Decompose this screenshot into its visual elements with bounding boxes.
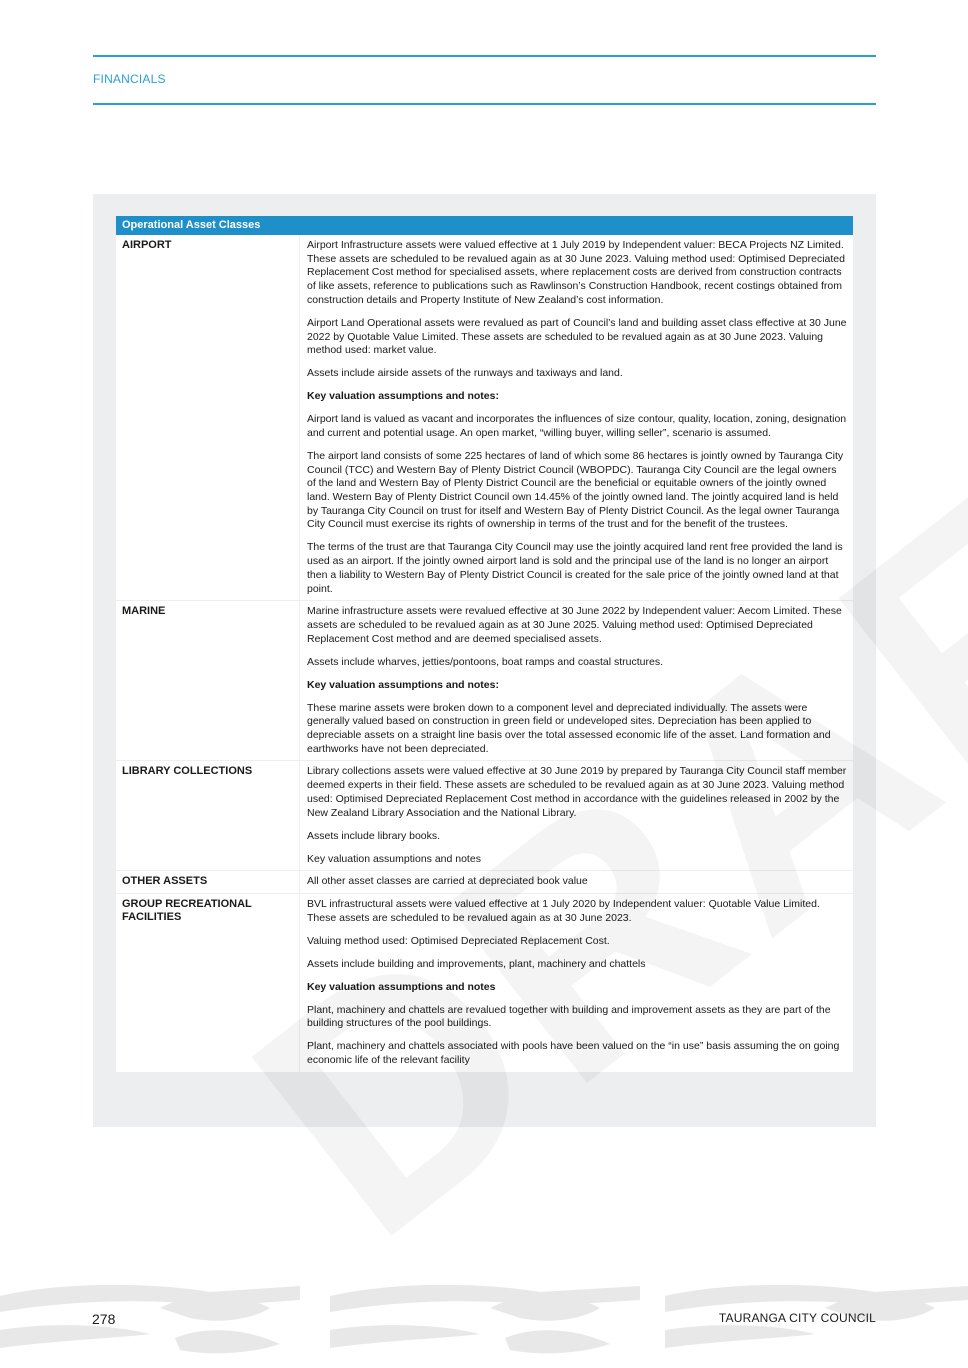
asset-class-description — [300, 601, 853, 760]
asset-class-name: OTHER ASSETS — [116, 871, 300, 893]
paragraph: The terms of the trust are that Tauranga City Council may use the jointly acquired land rent free provided the land is used as an airport. If the jointly owned airport land is sold and the principal use of the land is no longer an airport then a liability to Western Bay of Plenty District Council is created for the sale price of the jointly owned land at that point. — [307, 541, 843, 595]
paragraph: BVL infrastructural assets were valued effective at 1 July 2020 by Independent valuer: Quotable Value Limited. These assets are scheduled to be revalued again as at 30 June 2023. — [307, 897, 820, 924]
subheading: Key valuation assumptions and notes — [307, 980, 496, 993]
asset-class-description — [300, 235, 853, 600]
section-header: FINANCIALS — [93, 72, 166, 86]
table-row — [116, 235, 853, 601]
asset-class-name: MARINE — [116, 601, 300, 760]
paragraph: Assets include wharves, jetties/pontoons, boat ramps and coastal structures. — [307, 655, 664, 668]
paragraph: Key valuation assumptions and notes — [307, 852, 481, 865]
paragraph: Assets include building and improvements, plant, machinery and chattels — [307, 957, 646, 970]
paragraph: Plant, machinery and chattels associated with pools have been valued on the “in use” basis assuming the on going economic life of the relevant facility — [307, 1040, 840, 1067]
table-row — [116, 871, 853, 894]
paragraph: Marine infrastructure assets were revalued effective at 30 June 2022 by Independent valuer: Aecom Limited. These assets are scheduled to be revalued again as at 30 June 2025. Valuing method used: Optimised Depreciated Replacement Cost method and are deemed specialised assets. — [307, 605, 842, 645]
paragraph: All other asset classes are carried at depreciated book value — [307, 875, 588, 888]
asset-class-description — [300, 871, 853, 893]
table-row — [116, 894, 853, 1072]
paragraph: Airport Land Operational assets were revalued as part of Council’s land and building asset class effective at 30 June 2022 by Quotable Value Limited. These assets are scheduled to be revalued again as at 30 June 2023. Valuing method used: market value. — [307, 316, 847, 357]
table-row — [116, 761, 853, 871]
paragraph: The airport land consists of some 225 hectares of land of which some 86 hectares is jointly owned by Tauranga City Council (TCC) and Western Bay of Plenty District Council (WBOPDC). Tauranga City Council are the legal owners of the land and Western Bay of Plenty District Council are the beneficial or equitable owners of the jointly owned land. Western Bay of Plenty District Council own 14.45% of the jointly owned land. The jointly acquired land is held by Tauranga City Council on trust for itself and Western Bay of Plenty District Council. As the legal owner Tauranga City Council must exercise its rights of ownership in terms of the trust and for the benefit of the trustees. — [307, 449, 844, 531]
asset-class-name: LIBRARY COLLECTIONS — [116, 761, 300, 870]
organisation-name: TAURANGA CITY COUNCIL — [718, 1311, 876, 1325]
table-row — [116, 601, 853, 761]
table-title: Operational Asset Classes — [116, 216, 853, 235]
subheading: Key valuation assumptions and notes: — [307, 390, 499, 403]
paragraph: Airport land is valued as vacant and incorporates the influences of size contour, quality, location, zoning, designation and current and potential usage. An open market, “willing buyer, willing seller”, scenario is assumed. — [307, 413, 847, 439]
paragraph: Valuing method used: Optimised Depreciated Replacement Cost. — [307, 934, 610, 947]
page-number: 278 — [92, 1311, 116, 1327]
paragraph: Plant, machinery and chattels are revalued together with building and improvement assets as they are part of the building structures of the pool buildings. — [307, 1003, 831, 1030]
subheading: Key valuation assumptions and notes: — [307, 678, 499, 691]
paragraph: Assets include library books. — [307, 829, 441, 842]
paragraph: These marine assets were broken down to a component level and depreciated individually. The assets were generally valued based on construction in green field or undeveloped sites. Depreciation has been applied to depreciable assets on a straight line basis over the total assessed economic life of the asset. Land formation and earthworks have not been depreciated. — [307, 701, 831, 755]
paragraph: Airport Infrastructure assets were valued effective at 1 July 2019 by Independent valuer: BECA Projects NZ Limited. These assets are scheduled to be revalued again as at 30 June 2023. Valuing method used: Optimised Depreciated Replacement Cost method for specialised assets, where replacement costs are derived from construction contracts of like assets, reference to publications such as Rawlinson’s Construction Handbook, recent costings obtained from construction details and Property Institute of New Zealand’s cost information. — [307, 239, 845, 306]
asset-class-description — [300, 761, 853, 870]
asset-class-description — [300, 894, 853, 1072]
content-panel — [93, 194, 876, 1127]
asset-class-name: AIRPORT — [116, 235, 300, 600]
header-top-rule — [93, 55, 876, 57]
paragraph: Library collections assets were valued effective at 30 June 2019 by prepared by Tauranga City Council staff member deemed experts in their field. These assets are scheduled to be revalued again as at 30 June 2023. Valuing method used: Optimised Depreciated Replacement Cost method in accordance with the guidelines released in 2002 by the New Zealand Library Association and the National Library. — [307, 765, 847, 819]
asset-class-name: GROUP RECREATIONAL FACILITIES — [116, 894, 300, 1072]
header-bottom-rule — [93, 103, 876, 105]
paragraph: Assets include airside assets of the runways and taxiways and land. — [307, 367, 623, 380]
asset-classes-table — [116, 216, 853, 1072]
